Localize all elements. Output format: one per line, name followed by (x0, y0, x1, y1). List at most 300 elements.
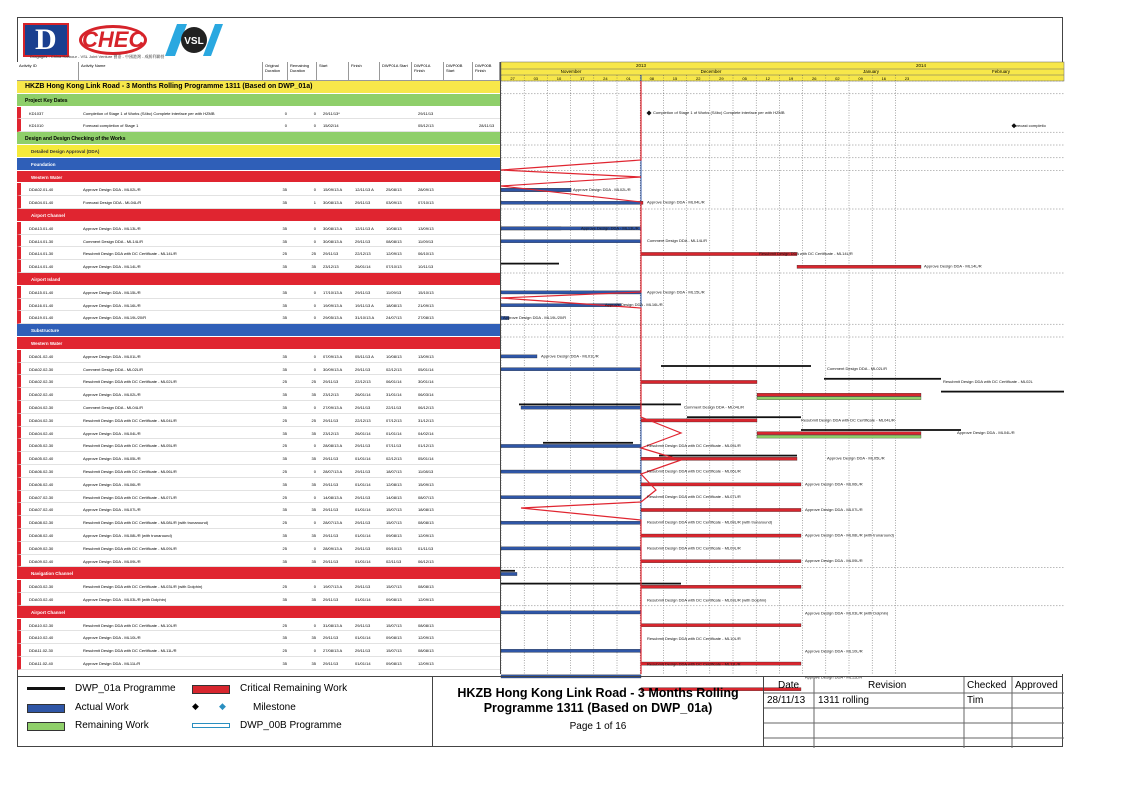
cell-od: 35 (282, 661, 287, 666)
cell-od: 35 (282, 238, 287, 244)
week-tick-label: 15 (672, 76, 678, 81)
timescale-header (501, 62, 1064, 81)
gantt-bar-label: Approve Design DDA - ML02L/R (573, 186, 631, 192)
chec-logo: CHEC (79, 25, 147, 55)
cell-f1: 30/01/14 (418, 379, 434, 385)
cell-start: 15/02/14 (323, 123, 339, 129)
cell-name: Approve Design DDA - ML15L/R (83, 289, 141, 295)
cell-od: 25 (282, 545, 287, 551)
cell-finish: 29/11/13 (355, 622, 371, 628)
gantt-bar-label: Approve Design DDA - ML06L/R (805, 481, 863, 487)
cell-rd: 35 (311, 456, 316, 462)
gantt-bar-label: Approve Design DDA - ML16L/R (605, 302, 663, 308)
actual-work-bar (501, 547, 641, 550)
cell-s1: 02/11/13 (386, 558, 402, 564)
actual-work-bar (501, 611, 641, 614)
table-row (17, 311, 500, 324)
cell-finish: 01/01/14 (355, 481, 371, 487)
cell-id: DDA19.01-40 (29, 315, 54, 321)
cell-s1: 07/11/13 (386, 443, 402, 449)
critical-remaining-bar (641, 585, 801, 588)
actual-work-bar (501, 201, 641, 204)
cell-od: 25 (282, 520, 287, 526)
cell-start: 23/12/13 (323, 264, 339, 270)
group-band-red (17, 337, 500, 350)
milestone-icon: ◆ ◆ (192, 701, 226, 711)
actual-work-bar (501, 572, 517, 575)
critical-remaining-bar (641, 560, 801, 563)
revision-block (763, 676, 1063, 747)
gantt-bar-label: Resubmit Design DDA with DC Certificate - ML14L/R (759, 250, 853, 256)
cell-finish: 29/11/13 (355, 405, 371, 410)
group-band-label: HKZB Hong Kong Link Road - 3 Months Rolling Programme 1311 (Based on DWP_01a) (25, 83, 313, 90)
gantt-bar-label: Resubmit Design DDA with DC Certificate - ML02L (943, 378, 1033, 384)
cell-od: 25 (282, 251, 287, 257)
group-band-blue (17, 158, 500, 171)
cell-f1: 06/12/13 (418, 405, 434, 410)
table-row (17, 542, 500, 555)
month-label: December (700, 69, 722, 74)
group-band-label: Design and Design Checking of the Works (25, 136, 126, 143)
gantt-bar-label: Approve Design DDA - ML10L/R (805, 648, 863, 654)
gantt-bar-label: Approve Design DDA - ML09L/R (805, 558, 863, 564)
cell-start: 29/11/13 (323, 661, 339, 666)
cell-od: 35 (282, 533, 287, 538)
cell-od: 0 (284, 123, 287, 129)
cell-rd: 0 (313, 622, 316, 628)
table-row (17, 363, 500, 376)
cell-s1: 06/01/14 (386, 379, 402, 385)
group-band-label: Airport Channel (31, 213, 66, 218)
cell-rd: 35 (311, 481, 316, 487)
legend-dwp00b-label: DWP_00B Programme (240, 720, 342, 731)
cell-rd: 0 (313, 353, 316, 359)
week-tick-label: 09 (858, 76, 863, 81)
table-row (17, 580, 500, 593)
cell-name: Approve Design DDA - ML03L/R (with Dolphin) (83, 597, 167, 602)
cell-f1: 15/10/13 (418, 289, 434, 295)
cell-name: Forecast Design DDA - ML04L/R (83, 200, 142, 206)
gantt-bar-label: Comment Design DDA - ML14L/R (647, 238, 708, 244)
cell-s1: 10/08/13 (386, 225, 402, 231)
cell-start: 19/07/13 A (323, 584, 343, 590)
cell-finish: 12/11/13 A (355, 225, 374, 231)
cell-rd: 35 (311, 507, 316, 513)
critical-remaining-bar (641, 624, 801, 627)
cell-name: Approve Design DDA - ML09L/R (83, 558, 141, 564)
cell-s1: 15/07/13 (386, 507, 402, 513)
cell-rd: 0 (313, 443, 316, 449)
week-tick-label: 12 (765, 76, 771, 81)
table-row (17, 529, 500, 542)
gantt-bar-label: Approve Design DDA - ML04L/R (647, 199, 705, 205)
cell-finish: 22/12/13 (355, 251, 371, 257)
cell-name: Resubmit Design DDA with DC Certificate - ML03L/R (with Dolphin) (83, 584, 203, 590)
table-row (17, 555, 500, 568)
cell-id: DDA06.02-40 (29, 481, 54, 487)
cell-finish: 01/01/14 (355, 558, 371, 564)
table-row (17, 503, 500, 516)
actual-work-bar (501, 496, 641, 499)
dwp01a-baseline-bar (543, 442, 633, 444)
cell-s1: 15/07/13 (386, 648, 402, 654)
cell-s1: 09/08/13 (386, 661, 402, 666)
cell-od: 35 (282, 366, 287, 372)
cell-start: 29/11/13 (323, 507, 339, 513)
group-band-red (17, 606, 500, 619)
cell-f1: 05/01/14 (418, 366, 434, 372)
table-row (17, 119, 500, 132)
cell-finish: 01/01/14 (355, 456, 371, 462)
cell-f1: 11/08/13 (418, 469, 434, 474)
cell-s1: 03/09/13 (386, 200, 402, 206)
cell-s1: 15/07/13 (386, 622, 402, 628)
legend-dwp01a-label: DWP_01a Programme (75, 683, 176, 694)
cell-id: DDA13.01-40 (29, 225, 54, 231)
table-row (17, 196, 500, 209)
cell-id: DDA09.02-40 (29, 558, 54, 564)
table-row (17, 516, 500, 529)
actual-work-bar (501, 355, 537, 358)
week-tick-label: 22 (695, 76, 701, 81)
cell-name: Approve Design DDA - ML10L/R (83, 635, 141, 641)
cell-f1: 28/09/13 (418, 187, 434, 193)
cell-start: 14/08/13 A (323, 494, 343, 500)
legend-remaining-label: Remaining Work (75, 720, 149, 731)
cell-f1: 12/09/13 (418, 635, 434, 641)
group-band-label: Western Water (31, 174, 63, 180)
cell-finish: 12/11/13 A (355, 187, 374, 193)
cell-od: 35 (282, 481, 287, 487)
critical-remaining-bar (757, 393, 921, 396)
table-row (17, 593, 500, 606)
actual-work-bar (501, 368, 641, 371)
cell-finish: 29/11/13 (355, 469, 371, 474)
cell-rd: 0 (313, 366, 316, 372)
cell-s1: 07/12/13 (386, 417, 402, 423)
group-band-yellow (17, 145, 500, 158)
cell-rd: 0 (313, 187, 316, 193)
actual-work-bar (501, 521, 641, 524)
table-row (17, 452, 500, 465)
cell-id: DDA01.02-40 (29, 353, 54, 359)
cell-finish: 29/11/13 (355, 520, 371, 526)
col-dwp00b-start: DWP00B Start (444, 62, 473, 81)
cell-rd: 0 (313, 225, 316, 231)
dwp01a-baseline-bar (519, 404, 681, 406)
group-band-red (17, 567, 500, 580)
legend (17, 676, 433, 747)
cell-start: 28/07/13 A (323, 520, 343, 526)
critical-remaining-bar (641, 483, 801, 486)
cell-f1: 31/12/13 (418, 417, 434, 423)
cell-id: DDA04.02-30 (29, 417, 54, 423)
table-row (17, 107, 500, 120)
cell-id: DDA03.02-40 (29, 597, 54, 602)
cell-start: 29/11/13 (323, 481, 339, 487)
cell-finish: 01/01/14 (355, 507, 371, 513)
table-row (17, 235, 500, 248)
cell-start: 29/11/13 (323, 456, 339, 462)
dwp01a-baseline-bar (824, 378, 941, 380)
cell-id: DDA15.01-40 (29, 289, 54, 295)
cell-s1: 09/08/13 (386, 635, 402, 641)
cell-od: 35 (282, 597, 287, 602)
cell-start: 28/08/13 A (323, 443, 343, 449)
table-row (17, 350, 500, 363)
cell-name: Approve Design DDA - ML08L/R (with trunaround) (83, 533, 172, 538)
gantt-canvas (501, 62, 1064, 680)
cell-s1: 10/08/13 (386, 353, 402, 359)
cell-name: Approve Design DDA - ML05L/R (83, 456, 141, 462)
cell-start: 30/09/13 A (323, 366, 343, 372)
cell-name: Resubmit Design DDA with DC Certificate - ML11L/R (83, 648, 177, 654)
cell-s1: 18/08/13 (386, 302, 402, 308)
week-tick-label: 16 (881, 76, 887, 81)
legend-critical-label: Critical Remaining Work (240, 683, 348, 694)
cell-rd: 0 (313, 584, 316, 590)
cell-name: Resubmit Design DDA with DC Certificate - ML04L/R (83, 417, 177, 423)
cell-id: DDA04.01-40 (29, 200, 54, 206)
cell-rd: 0 (313, 545, 316, 551)
cell-finish: 22/12/13 (355, 417, 371, 423)
cell-id: DDA02.02-40 (29, 392, 54, 398)
week-tick-label: 01 (626, 76, 631, 81)
gantt-bar-label: Approve Design DDA - ML01L/R (541, 353, 599, 359)
cell-od: 35 (282, 456, 287, 462)
cell-rd: 1 (313, 200, 316, 206)
week-tick-label: 08 (649, 76, 655, 81)
week-tick-label: 23 (904, 76, 910, 81)
cell-od: 25 (282, 494, 287, 500)
week-tick-label: 05 (742, 76, 747, 81)
cell-finish: 26/01/14 (355, 264, 371, 270)
cell-f1: 12/09/13 (418, 661, 434, 666)
cell-name: Comment Design DDA - ML02L/R (83, 366, 144, 372)
cell-f1: 12/09/13 (418, 597, 434, 602)
cell-name: Resubmit Design DDA with DC Certificate - ML14L/R (83, 251, 177, 257)
cell-name: Resubmit Design DDA with DC Certificate - ML08L/R (with trunaround) (83, 520, 209, 526)
cell-od: 35 (282, 187, 287, 193)
cell-od: 25 (282, 443, 287, 449)
cell-finish: 29/11/13 (355, 238, 371, 244)
gantt-bar-label: Approve Design DDA - ML05L/R (827, 455, 885, 461)
cell-rd: 35 (311, 635, 316, 641)
cell-od: 35 (282, 302, 287, 308)
cell-rd: 25 (311, 251, 316, 257)
group-band-label: Western Water (31, 341, 63, 346)
cell-od: 25 (282, 469, 287, 474)
cell-id: KD1037 (29, 110, 44, 116)
cell-s1: 15/07/13 (386, 520, 402, 526)
cell-start: 30/08/13 A (323, 225, 343, 231)
gantt-bar-label: Forecast completio (1012, 122, 1046, 128)
group-band-label: Airport Island (31, 277, 61, 282)
cell-id: DDA04.02-30 (29, 405, 54, 410)
cell-rd: 35 (311, 558, 316, 564)
cell-id: DDA02.02-30 (29, 366, 54, 372)
cell-id: DDA05.02-30 (29, 443, 54, 449)
cell-od: 25 (282, 379, 287, 385)
group-band-label: Substructure (31, 328, 60, 334)
table-row (17, 491, 500, 504)
gantt-bar-label: Completion of Stage 1 of Works (S4bc) Complete interface per with HZMB (653, 110, 785, 116)
gantt-bar-label: Resubmit Design DDA with DC Certificate - ML08L/R (with trunaround) (647, 519, 773, 525)
table-row (17, 247, 500, 260)
cell-s1: 12/09/13 (386, 251, 402, 257)
rev-header-checked: Checked (967, 680, 1007, 691)
actual-work-bar (501, 470, 641, 473)
cell-rd: 0 (313, 520, 316, 526)
gantt-bar-label: Approve Design DDA - ML04L/R (957, 430, 1015, 436)
col-dwp01a-start: DWP01A Start (380, 62, 412, 81)
cell-od: 35 (282, 200, 287, 206)
cell-id: DDA16.01-40 (29, 302, 54, 308)
cell-rd: 0 (313, 494, 316, 500)
legend-critical-swatch (192, 685, 230, 694)
cell-od: 35 (282, 264, 287, 270)
cell-rd: 35 (311, 661, 316, 666)
group-band-green (17, 132, 500, 145)
year-label: 2013 (635, 63, 647, 68)
cell-id: DDA03.02-30 (29, 584, 54, 590)
cell-f1: 10/11/13 (418, 264, 434, 270)
cell-name: Approve Design DDA - ML02L/R (83, 392, 141, 398)
cell-finish: 01/01/14 (355, 533, 371, 538)
cell-rd: 35 (311, 392, 316, 398)
week-tick-label: 27 (510, 76, 515, 81)
cell-od: 35 (282, 507, 287, 513)
cell-s1: 14/08/13 (386, 494, 402, 500)
gantt-bar-label: Approve Design DDA - ML07L/R (805, 506, 863, 512)
cell-rd: 35 (311, 264, 316, 270)
cell-name: Resubmit Design DDA with DC Certificate - ML02L/R (83, 379, 177, 385)
cell-start: 31/08/13 A (323, 622, 343, 628)
legend-milestone-label: Milestone (253, 702, 296, 713)
cell-finish: 29/11/13 (355, 443, 371, 449)
cell-f1: 21/09/13 (418, 302, 434, 308)
cell-name: Forecast completion of Stage 1 (83, 123, 139, 129)
cell-od: 35 (282, 635, 287, 641)
group-band-red (17, 171, 500, 184)
cell-id: DDA14.01-30 (29, 251, 54, 257)
cell-finish: 29/11/13 (355, 648, 371, 654)
cell-rd: 35 (311, 430, 316, 436)
legend-remaining-swatch (27, 722, 65, 731)
gantt-bar-label: Resubmit Design DDA with DC Certificate - ML07L/R (647, 494, 741, 500)
dwp01a-baseline-bar (687, 416, 801, 418)
gantt-bar-label: Resubmit Design DDA with DC Certificate - ML09L/R (647, 545, 741, 551)
table-row (17, 388, 500, 401)
cell-od: 35 (282, 225, 287, 231)
cell-s1: 07/10/13 (386, 264, 402, 270)
rev-revision: 1311 rolling (818, 695, 869, 706)
week-tick-label: 19 (788, 76, 794, 81)
year-label: 2014 (915, 63, 927, 68)
cell-f1: 05/12/13 (418, 123, 434, 129)
dwp01a-baseline-bar (501, 263, 559, 265)
gantt-bar-label: Approve Design DDA - ML13L/R (581, 225, 639, 231)
cell-finish: 29/11/13 (355, 545, 371, 551)
month-label: February (991, 69, 1011, 74)
cell-start: 07/09/13 A (323, 353, 343, 359)
dwp01a-baseline-bar (941, 391, 1064, 393)
col-activity-id: Activity ID (17, 62, 79, 81)
remaining-work-bar (757, 397, 921, 400)
cell-id: DDA05.02-40 (29, 456, 54, 462)
cell-name: Resubmit Design DDA with DC Certificate - ML10L/R (83, 622, 177, 628)
critical-remaining-bar (641, 534, 801, 537)
cell-id: DDA08.02-40 (29, 533, 54, 538)
cell-f1: 08/08/13 (418, 648, 434, 654)
cell-od: 35 (282, 353, 287, 359)
cell-finish: 26/01/14 (355, 392, 371, 398)
cell-name: Approve Design DDA - ML16L/R (83, 302, 141, 308)
title-block (433, 676, 763, 747)
cell-name: Approve Design DDA - ML07L/R (83, 507, 141, 513)
month-label: November (560, 69, 582, 74)
cell-rd: 0 (313, 648, 316, 654)
table-row (17, 183, 500, 196)
gantt-bar-label: Approve Design DDA - ML11L/R (805, 674, 863, 680)
cell-start: 29/11/13 (323, 379, 339, 385)
gantt-bar-label: Approve Design DDA - ML08L/R (with trunaround) (805, 532, 894, 538)
cell-s1: 09/10/13 (386, 545, 402, 551)
page-number: Page 1 of 16 (569, 721, 627, 732)
dwp01a-baseline-bar (501, 570, 515, 572)
month-label: January (862, 69, 880, 74)
cell-start: 23/12/13 (323, 392, 339, 398)
cell-id: KD1010 (29, 123, 44, 129)
cell-f1: 08/08/13 (418, 622, 434, 628)
cell-od: 25 (282, 417, 287, 423)
cell-s1: 09/08/13 (386, 533, 402, 538)
cell-start: 15/09/13 A (323, 187, 343, 193)
cell-f1: 04/02/14 (418, 430, 434, 436)
cell-rd: 0 (313, 238, 316, 244)
rev-header-approved: Approved (1015, 680, 1058, 691)
cell-name: Resubmit Design DDA with DC Certificate - ML07L/R (83, 494, 177, 500)
cell-f1: 12/09/13 (418, 533, 434, 538)
cell-name: Resubmit Design DDA with DC Certificate - ML06L/R (83, 469, 177, 474)
cell-id: DDA08.02-30 (29, 520, 54, 526)
gantt-bar-label: Resubmit Design DDA with DC Certificate - ML05L/R (647, 442, 741, 448)
cell-f1: 05/01/14 (418, 456, 434, 462)
cell-s1: 01/01/14 (386, 430, 402, 436)
table-row (17, 401, 500, 414)
cell-od: 35 (282, 558, 287, 564)
week-tick-label: 29 (719, 76, 724, 81)
group-band-label: Foundation (31, 161, 56, 167)
dwp01a-baseline-bar (801, 429, 961, 431)
cell-f1: 18/08/13 (418, 507, 434, 513)
critical-remaining-bar (641, 380, 757, 383)
cell-start: 17/10/13 A (323, 289, 343, 295)
cell-name: Approve Design DDA - ML04L/R (83, 430, 141, 436)
cell-finish: 29/11/13 (355, 494, 371, 500)
svg-text:VSL: VSL (184, 36, 204, 47)
gantt-bar-label: Resubmit Design DDA with DC Certificate - ML03L/R (with Dolphin) (647, 597, 767, 603)
milestone-marker (647, 111, 652, 116)
cell-id: DDA07.02-40 (29, 507, 54, 513)
cell-start: 19/09/13 A (323, 302, 343, 308)
col-start: Start (317, 62, 349, 81)
table-row (17, 631, 500, 644)
cell-start: 29/11/13* (323, 110, 340, 116)
cell-finish: 29/11/13 (355, 200, 371, 206)
cell-name: Comment Design DDA - ML04L/R (83, 405, 144, 410)
cell-id: DDA14.01-40 (29, 264, 54, 270)
